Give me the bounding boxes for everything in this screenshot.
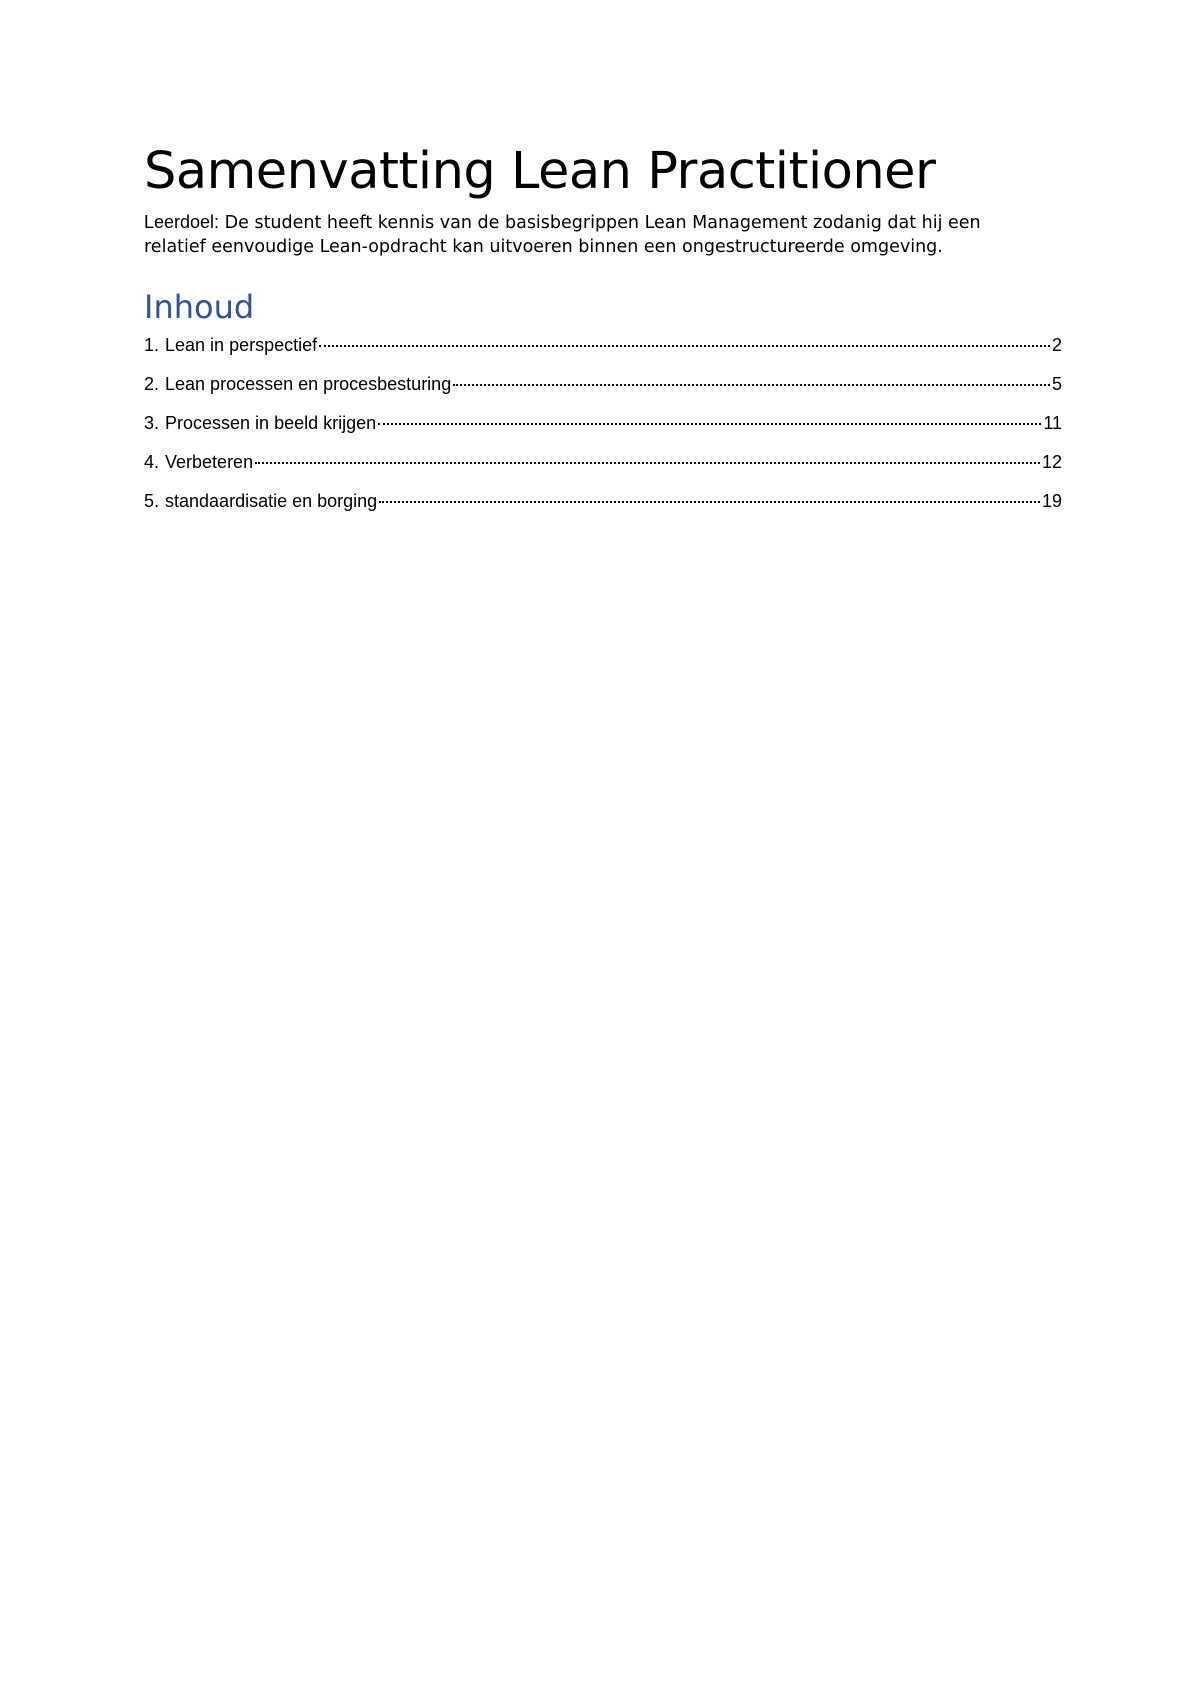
toc-entry-lean-processen[interactable]	[144, 372, 1062, 411]
toc-entry-standaardisatie[interactable]	[144, 489, 1062, 528]
toc-entry-page: 2	[1051, 335, 1062, 355]
page-content	[144, 140, 1062, 528]
learning-goal	[144, 210, 1044, 259]
toc-entry-page: 12	[1041, 452, 1062, 472]
toc-entry-label	[144, 372, 451, 396]
table-of-contents	[144, 333, 1062, 528]
learning-goal-text: De student heeft kennis van de basisbegrippen Lean Management zodanig dat hij een relatief eenvoudige Lean-opdracht kan uitvoeren binnen een ongestructureerde omgeving.	[144, 213, 981, 257]
toc-dot-leader	[378, 423, 1041, 425]
toc-entry-label	[144, 411, 376, 435]
toc-entry-number: 2.	[144, 374, 160, 394]
toc-entry-label	[144, 450, 253, 474]
toc-entry-verbeteren[interactable]	[144, 450, 1062, 489]
toc-entry-number: 4.	[144, 452, 160, 472]
toc-dot-leader	[319, 345, 1050, 347]
toc-dot-leader	[255, 462, 1040, 464]
toc-entry-number: 3.	[144, 413, 160, 433]
toc-entry-page: 11	[1043, 413, 1062, 433]
document-title: Samenvatting Lean Practitioner	[144, 142, 936, 201]
toc-entry-label	[144, 489, 377, 513]
toc-entry-title: Processen in beeld krijgen	[165, 413, 377, 433]
toc-entry-processen-in-beeld[interactable]	[144, 411, 1062, 450]
toc-entry-number: 5.	[144, 491, 160, 511]
toc-entry-title: Lean processen en procesbesturing	[165, 374, 452, 394]
toc-entry-number: 1.	[144, 335, 160, 355]
toc-entry-page: 19	[1041, 491, 1062, 511]
toc-heading: Inhoud	[144, 288, 255, 326]
toc-entry-page: 5	[1051, 374, 1062, 394]
learning-goal-label: Leerdoel:	[144, 212, 220, 232]
toc-dot-leader	[453, 384, 1050, 386]
toc-entry-label	[144, 333, 317, 357]
toc-entry-title: Verbeteren	[165, 452, 254, 472]
toc-entry-title: standaardisatie en borging	[165, 491, 378, 511]
toc-entry-title: Lean in perspectief	[165, 335, 318, 355]
toc-entry-lean-in-perspectief[interactable]	[144, 333, 1062, 372]
toc-dot-leader	[379, 501, 1040, 503]
